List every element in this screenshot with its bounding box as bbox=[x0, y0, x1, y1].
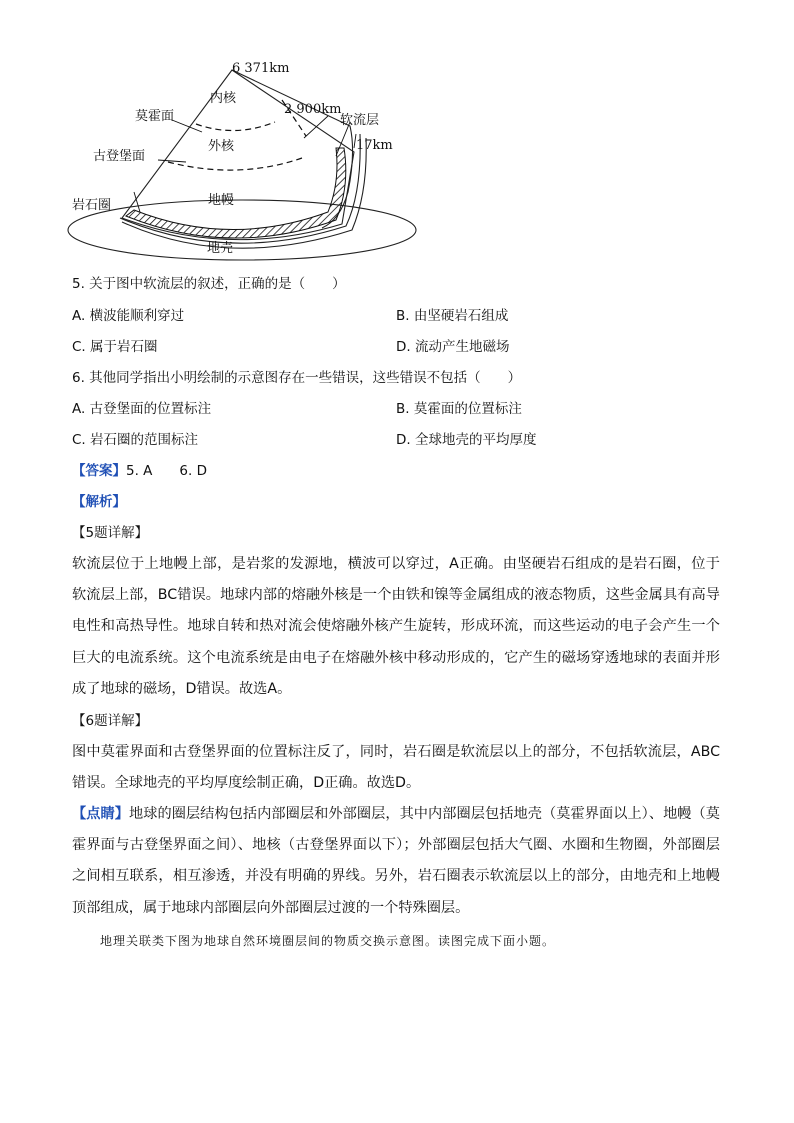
analysis-line bbox=[72, 493, 126, 511]
earth-structure-figure bbox=[60, 52, 420, 264]
q6-option-b: B. 莫霍面的位置标注 bbox=[396, 401, 522, 417]
q5-option-d: D. 流动产生地磁场 bbox=[396, 339, 510, 355]
analysis-tag: 【解析】 bbox=[72, 494, 126, 510]
q5-option-a: A. 横波能顺利穿过 bbox=[72, 308, 185, 324]
detail-5-text: 软流层位于上地幔上部，是岩浆的发源地，横波可以穿过，A正确。由坚硬岩石组成的是岩石圈，位于软流层上部，BC错误。地球内部的熔融外核是一个由铁和镍等金属组成的液态物质，这些金属具有高导电性和高热导性。地球自转和热对流会使熔融外核产生旋转，形成环流，而这些运动的电子会产生一个巨大的电流系统。这个电流系统是由电子在熔融外核中移动形成的，它产生的磁场穿透地球的表面并形成了地球的磁场，D错误。故选A。 bbox=[72, 556, 720, 697]
gutenberg-line bbox=[168, 158, 302, 170]
label-depth-17: 17km bbox=[356, 138, 393, 153]
label-moho: 莫霍面 bbox=[135, 109, 175, 124]
cone-outline bbox=[122, 70, 354, 240]
question-5-stem: 5. 关于图中软流层的叙述，正确的是（ ） bbox=[72, 276, 346, 292]
label-outer-core: 外核 bbox=[208, 139, 235, 154]
label-asthenosphere: 软流层 bbox=[340, 113, 380, 128]
tip-text: 地球的圈层结构包括内部圈层和外部圈层，其中内部圈层包括地壳（莫霍界面以上）、地幔（莫霍界面与古登堡界面之间）、地核（古登堡界面以下）；外部圈层包括大气圈、水圈和生物圈，外部圈层之间相互联系，相互渗透，并没有明确的界线。另外，岩石圈表示软流层以上的部分，由地壳和上地幔顶部组成，属于地球内部圈层向外部圈层过渡的一个特殊圈层。 bbox=[72, 806, 720, 916]
earth-structure-diagram bbox=[60, 52, 420, 264]
label-radius: 6 371km bbox=[232, 61, 290, 76]
detail-5-heading: 【5题详解】 bbox=[72, 525, 149, 541]
q6-option-c: C. 岩石圈的范围标注 bbox=[72, 432, 199, 448]
detail-6-heading: 【6题详解】 bbox=[72, 713, 149, 729]
label-gutenberg: 古登堡面 bbox=[93, 149, 146, 164]
lithosphere-hatch bbox=[126, 148, 346, 238]
detail-6-text: 图中莫霍界面和古登堡界面的位置标注反了，同时，岩石圈是软流层以上的部分，不包括软流层，ABC错误。全球地壳的平均厚度绘制正确，D正确。故选D。 bbox=[72, 744, 720, 792]
label-crust: 地壳 bbox=[207, 241, 234, 256]
q5-option-b: B. 由坚硬岩石组成 bbox=[396, 308, 509, 324]
q6-option-a: A. 古登堡面的位置标注 bbox=[72, 401, 212, 417]
label-mantle: 地幔 bbox=[208, 193, 235, 208]
label-lithosphere: 岩石圈 bbox=[72, 198, 112, 213]
label-inner-core: 内核 bbox=[210, 91, 237, 106]
tip-block bbox=[72, 799, 720, 924]
next-question-intro: 地理关联类下图为地球自然环境圈层间的物质交换示意图。读图完成下面小题。 bbox=[100, 934, 556, 948]
question-6-stem: 6. 其他同学指出小明绘制的示意图存在一些错误，这些错误不包括（ ） bbox=[72, 370, 522, 386]
q6-option-d: D. 全球地壳的平均厚度 bbox=[396, 432, 537, 448]
q5-option-c: C. 属于岩石圈 bbox=[72, 339, 158, 355]
moho-line bbox=[196, 122, 275, 131]
label-depth-2900: 2 900km bbox=[284, 102, 342, 117]
answer-text: 5. A 6. D bbox=[126, 463, 207, 479]
answer-line bbox=[72, 462, 207, 480]
tip-tag: 【点睛】 bbox=[72, 806, 129, 822]
answer-tag: 【答案】 bbox=[72, 463, 126, 479]
